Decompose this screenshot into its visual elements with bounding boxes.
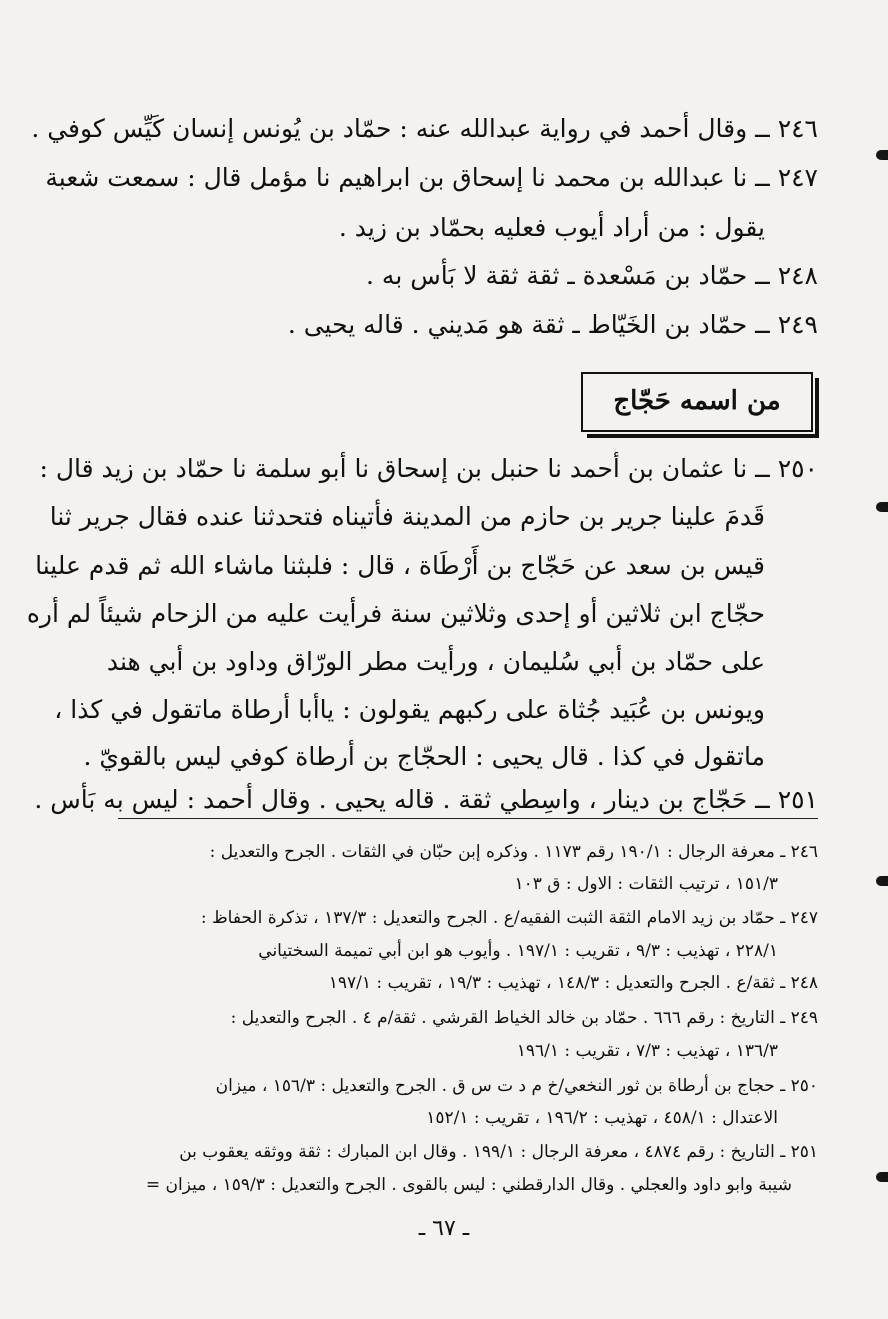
entry-248: ٢٤٨ ــ حمّاد بن مَسْعدة ـ ثقة ثقة لا بَأس به .: [366, 261, 818, 290]
edge-binding-mark: [876, 150, 888, 160]
edge-binding-mark: [876, 876, 888, 886]
entry-250-line-7: ماتقول في كذا . قال يحيى : الحجّاج بن أرطاة كوفي ليس بالقويّ .: [83, 742, 765, 771]
entry-250-line-2: قَدمَ علينا جرير بن حازم من المدينة فأتيناه فتحدثنا عنده فقال جرير ثنا: [49, 502, 765, 531]
entry-247-line-2: يقول : من أراد أيوب فعليه بحمّاد بن زيد .: [338, 213, 765, 242]
entry-251: ٢٥١ ــ حَجّاج بن دينار ، واسِطي ثقة . قاله يحيى . وقال أحمد : ليس به بَأس .: [34, 785, 818, 814]
footnote-250-line-1: ٢٥٠ ـ حجاج بن أرطاة بن ثور النخعي/خ م د ت س ق . الجرح والتعديل : ١٥٦/٣ ، ميزان: [215, 1076, 818, 1096]
entry-250-line-1: ٢٥٠ ــ نا عثمان بن أحمد نا حنبل بن إسحاق نا أبو سلمة نا حمّاد بن زيد قال :: [39, 454, 818, 483]
entry-250-line-5: على حمّاد بن أبي سُليمان ، ورأيت مطر الورّاق وداود بن أبي هند: [106, 647, 765, 676]
entry-250-line-4: حجّاج ابن ثلاثين أو إحدى وثلاثين سنة فرأيت عليه من الزحام شيئاً لم أره: [26, 599, 765, 628]
edge-binding-mark: [876, 1172, 888, 1182]
footnote-247-line-2: ٢٢٨/١ ، تهذيب : ٩/٣ ، تقريب : ١٩٧/١ . وأيوب هو ابن أبي تميمة السختياني: [258, 941, 778, 961]
footnote-248: ٢٤٨ ـ ثقة/ع . الجرح والتعديل : ١٤٨/٣ ، تهذيب : ١٩/٣ ، تقريب : ١٩٧/١: [328, 973, 818, 993]
entry-246: ٢٤٦ ــ وقال أحمد في رواية عبدالله عنه : حمّاد بن يُونس إنسان كَيِّس كوفي .: [31, 114, 818, 143]
edge-binding-mark: [876, 502, 888, 512]
footnote-249-line-1: ٢٤٩ ـ التاريخ : رقم ٦٦٦ . حمّاد بن خالد الخياط القرشي . ثقة/م ٤ . الجرح والتعديل :: [230, 1008, 818, 1028]
entry-247-line-1: ٢٤٧ ــ نا عبدالله بن محمد نا إسحاق بن ابراهيم نا مؤمل قال : سمعت شعبة: [45, 163, 818, 192]
footnote-250-line-2: الاعتدال : ٤٥٨/١ ، تهذيب : ١٩٦/٢ ، تقريب : ١٥٢/١: [426, 1108, 778, 1128]
footnote-249-line-2: ١٣٦/٣ ، تهذيب : ٧/٣ ، تقريب : ١٩٦/١: [516, 1041, 778, 1061]
footnote-247-line-1: ٢٤٧ ـ حمّاد بن زيد الامام الثقة الثبت الفقيه/ع . الجرح والتعديل : ١٣٧/٣ ، تذكرة الحفاظ :: [200, 908, 818, 928]
footnote-246-line-2: ١٥١/٣ ، ترتيب الثقات : الاول : ق ١٠٣: [514, 874, 778, 894]
entry-250-line-3: قيس بن سعد عن حَجّاج بن أَرْطَاة ، قال : فلبثنا ماشاء الله ثم قدم علينا: [35, 551, 765, 580]
footnote-251-line-1: ٢٥١ ـ التاريخ : رقم ٤٨٧٤ ، معرفة الرجال : ١٩٩/١ . وقال ابن المبارك : ثقة ووثقه يعقوب بن: [179, 1142, 818, 1162]
section-heading: من اسمه حَجّاج: [613, 386, 781, 416]
page-number: ـ ٦٧ ـ: [418, 1216, 470, 1241]
entry-249: ٢٤٩ ــ حمّاد بن الخَيّاط ـ ثقة هو مَديني . قاله يحيى .: [287, 310, 818, 339]
section-heading-box: [581, 372, 813, 432]
footnote-251-line-2: شيبة وابو داود والعجلي . وقال الدارقطني : ليس بالقوى . الجرح والتعديل : ١٥٩/٣ ، ميزان =: [145, 1175, 792, 1195]
footnote-divider: [118, 818, 818, 819]
entry-250-line-6: ويونس بن عُبَيد جُثاة على ركبهم يقولون : ياأبا أرطاة ماتقول في كذا ،: [54, 695, 765, 724]
footnote-246-line-1: ٢٤٦ ـ معرفة الرجال : ١٩٠/١ رقم ١١٧٣ . وذكره إبن حبّان في الثقات . الجرح والتعديل :: [209, 842, 818, 862]
